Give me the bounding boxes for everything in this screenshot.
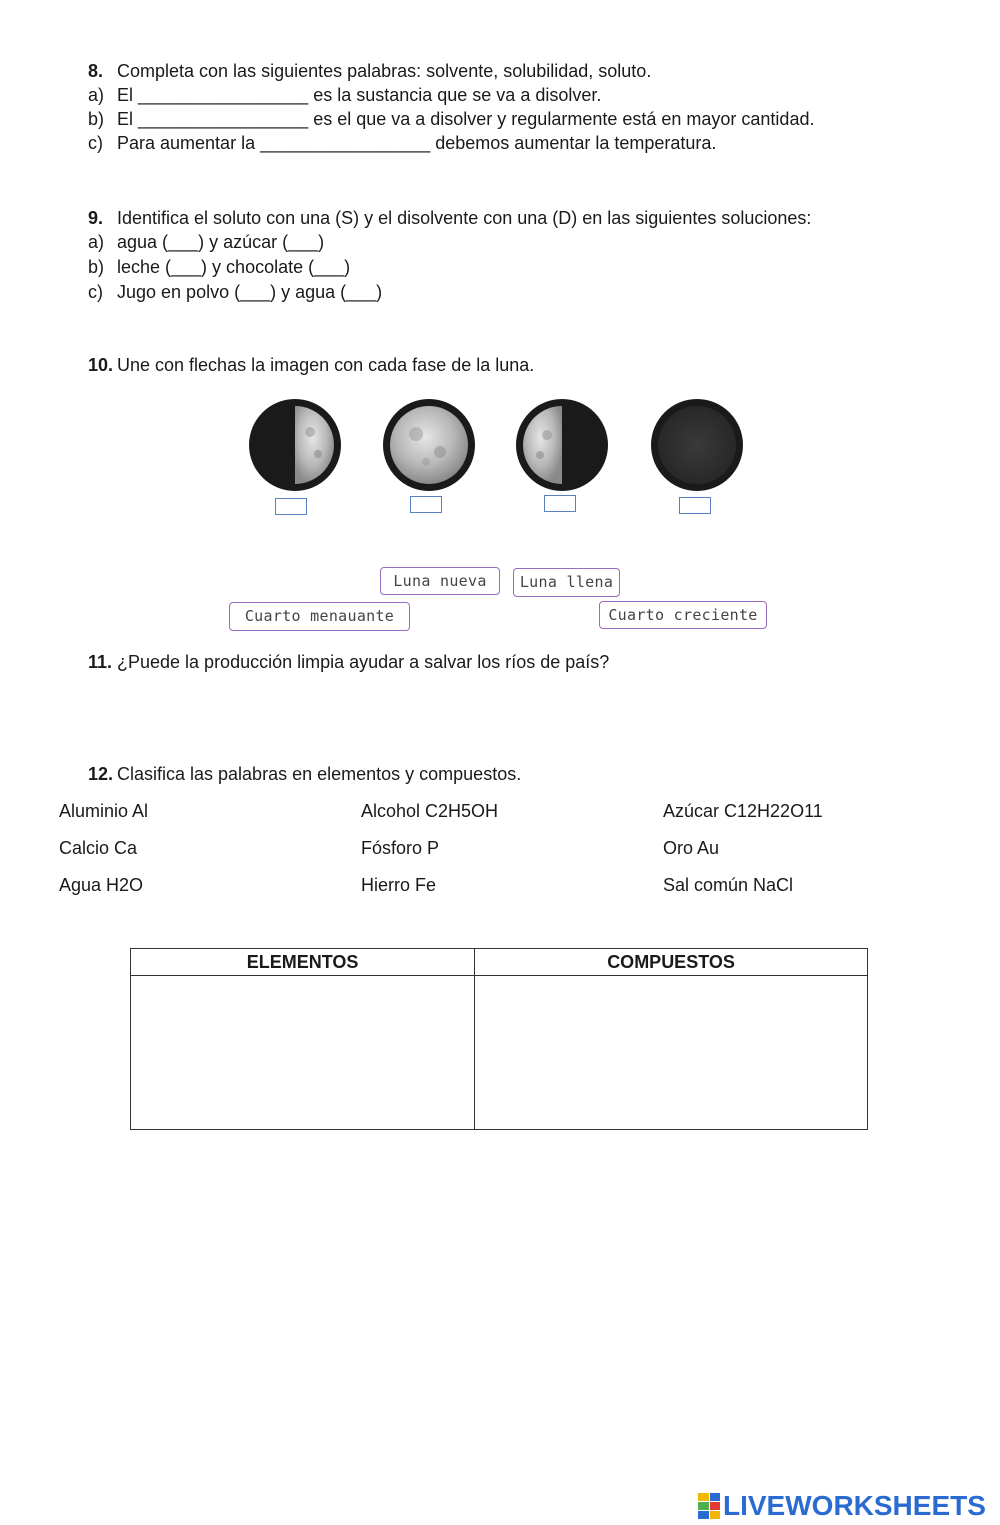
q11-text: ¿Puede la producción limpia ayudar a salvar los ríos de país? <box>117 652 610 672</box>
word-item: Agua H2O <box>59 875 144 895</box>
moon-last-quarter-icon <box>249 399 341 491</box>
tag-cuarto-creciente[interactable]: Cuarto creciente <box>599 601 767 629</box>
moon-full-icon <box>383 399 475 491</box>
word-item: Oro Au <box>663 838 720 858</box>
header-compuestos: COMPUESTOS <box>475 949 868 976</box>
q10-prompt <box>88 354 534 376</box>
tag-cuarto-menguante[interactable]: Cuarto menauante <box>229 602 410 631</box>
header-elementos: ELEMENTOS <box>131 949 475 976</box>
q8-item-b: b) El _________________ es el que va a disolver y regularmente está en mayor cantidad. <box>88 109 815 129</box>
elementos-drop-area[interactable] <box>131 976 475 1130</box>
q9-number: 9. <box>88 208 104 228</box>
tag-luna-nueva[interactable]: Luna nueva <box>380 567 500 595</box>
brand-name: LIVEWORKSHEETS <box>723 1490 986 1521</box>
q10-text: Une con flechas la imagen con cada fase de la luna. <box>117 355 535 375</box>
liveworksheets-logo <box>698 1489 986 1523</box>
q11-prompt <box>88 651 609 673</box>
q8-item-a: a) El _________________ es la sustancia que se va a disolver. <box>88 85 602 105</box>
moon-answer-box-1[interactable] <box>275 498 307 515</box>
q12-prompt <box>88 763 521 785</box>
word-item: Alcohol C2H5OH <box>361 801 499 821</box>
word-item: Azúcar C12H22O11 <box>663 801 823 821</box>
word-item: Sal común NaCl <box>663 875 794 895</box>
q9-item-a: a) agua (___) y azúcar (___) <box>88 232 325 252</box>
moon-answer-box-3[interactable] <box>544 495 576 512</box>
moon-answer-box-4[interactable] <box>679 497 711 514</box>
moon-first-quarter-icon <box>516 399 608 491</box>
tag-luna-llena[interactable]: Luna llena <box>513 568 620 597</box>
word-item: Calcio Ca <box>59 838 138 858</box>
moon-new-icon <box>651 399 743 491</box>
q8-prompt <box>88 60 651 82</box>
q8-number: 8. <box>88 61 104 81</box>
q9-item-b: b) leche (___) y chocolate (___) <box>88 257 351 277</box>
q8-item-c: c) Para aumentar la _________________ debemos aumentar la temperatura. <box>88 133 717 153</box>
classification-table <box>130 948 868 1130</box>
word-item: Fósforo P <box>361 838 440 858</box>
compuestos-drop-area[interactable] <box>475 976 868 1130</box>
word-item: Aluminio Al <box>59 801 149 821</box>
q10-number: 10. <box>88 355 114 375</box>
moon-answer-box-2[interactable] <box>410 496 442 513</box>
q12-number: 12. <box>88 764 114 784</box>
q8-text: Completa con las siguientes palabras: solvente, solubilidad, soluto. <box>117 61 652 81</box>
logo-grid-icon <box>698 1493 720 1519</box>
moon-phases <box>240 390 760 500</box>
q11-number: 11. <box>88 652 113 672</box>
q9-item-c: c) Jugo en polvo (___) y agua (___) <box>88 282 383 302</box>
q12-text: Clasifica las palabras en elementos y compuestos. <box>117 764 522 784</box>
q9-prompt <box>88 207 811 229</box>
word-item: Hierro Fe <box>361 875 437 895</box>
q9-text: Identifica el soluto con una (S) y el disolvente con una (D) en las siguientes soluciones: <box>117 208 812 228</box>
